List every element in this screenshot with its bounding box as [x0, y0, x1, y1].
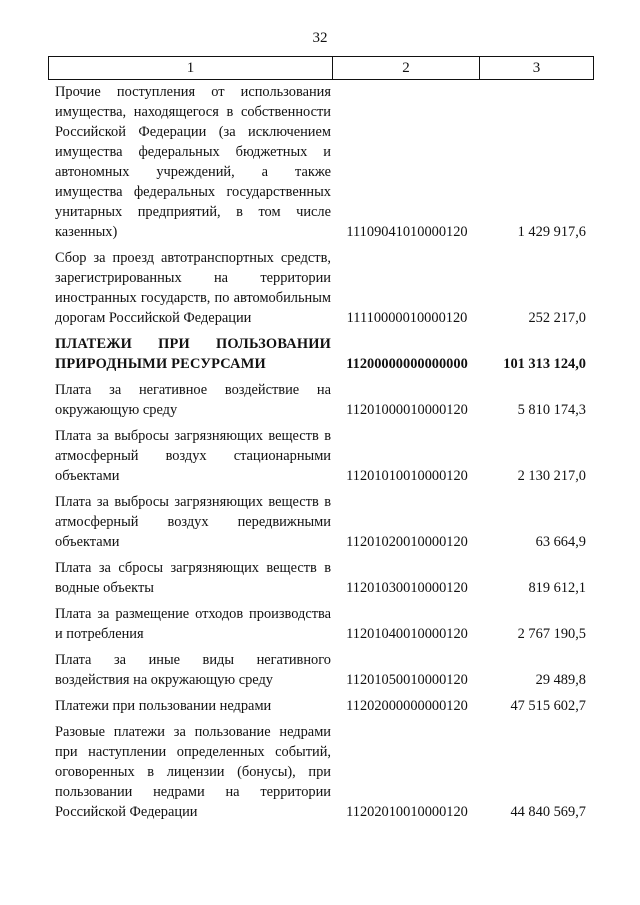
table-row	[55, 650, 586, 690]
row-name: Плата за сбросы загрязняющих веществ в водные объекты	[55, 560, 331, 596]
row-name: Платежи при пользовании недрами	[55, 698, 272, 714]
table-row	[55, 604, 586, 644]
row-name: Плата за негативное воздействие на окружающую среду	[55, 382, 331, 418]
row-name: Плата за выбросы загрязняющих веществ в атмосферный воздух стационарными объектами	[55, 428, 331, 484]
row-amount: 2 767 190,5	[517, 626, 586, 642]
header-col-1: 1	[49, 57, 333, 79]
row-code: 11201040010000120	[346, 626, 468, 642]
row-amount: 44 840 569,7	[510, 804, 586, 820]
row-code: 11202000000000120	[346, 698, 468, 714]
row-name: Прочие поступления от использования имущества, находящегося в собственности Российской Федерации (за исключением имущества федеральных бюджетных и автономных учреждений, а также имущества федеральных государственных унитарных предприятий, в том числе казенных)	[55, 84, 331, 240]
row-code: 11201050010000120	[346, 672, 468, 688]
row-code: 11201000010000120	[346, 402, 468, 418]
table-body	[55, 82, 586, 828]
row-name: Разовые платежи за пользование недрами при наступлении определенных событий, оговоренных в лицензии (бонусы), при пользовании недрами на территории Российской Федерации	[55, 724, 331, 820]
table-row	[55, 696, 586, 716]
page-number: 32	[312, 30, 328, 46]
row-amount: 63 664,9	[535, 534, 586, 550]
table-row	[55, 82, 586, 242]
table-row-section-total	[55, 334, 586, 374]
row-name: ПЛАТЕЖИ ПРИ ПОЛЬЗОВАНИИ ПРИРОДНЫМИ РЕСУРСАМИ	[55, 336, 331, 372]
row-name: Плата за выбросы загрязняющих веществ в атмосферный воздух передвижными объектами	[55, 494, 331, 550]
row-amount: 47 515 602,7	[510, 698, 586, 714]
header-col-3: 3	[532, 59, 541, 76]
row-amount: 819 612,1	[528, 580, 586, 596]
row-name: Плата за размещение отходов производства и потребления	[55, 606, 331, 642]
row-amount: 101 313 124,0	[503, 356, 586, 372]
row-name: Сбор за проезд автотранспортных средств, зарегистрированных на территории иностранных государств, по автомобильным дорогам Российской Федерации	[55, 250, 331, 326]
header-col-2: 2	[333, 57, 480, 79]
row-code: 11202010010000120	[346, 804, 468, 820]
row-name: Плата за иные виды негативного воздействия на окружающую среду	[55, 652, 331, 688]
table-header	[48, 56, 594, 80]
table-row	[55, 558, 586, 598]
row-amount: 5 810 174,3	[517, 402, 586, 418]
row-code: 11110000010000120	[346, 310, 468, 326]
row-amount: 2 130 217,0	[517, 468, 586, 484]
row-code: 11201030010000120	[346, 580, 468, 596]
table-row	[55, 492, 586, 552]
table-row	[55, 248, 586, 328]
row-code: 11201020010000120	[346, 534, 468, 550]
row-code: 11109041010000120	[346, 224, 468, 240]
row-amount: 252 217,0	[528, 310, 586, 326]
row-code: 11200000000000000	[346, 356, 468, 372]
row-code: 11201010010000120	[346, 468, 468, 484]
table-row	[55, 722, 586, 822]
table-row	[55, 380, 586, 420]
row-amount: 29 489,8	[535, 672, 586, 688]
row-amount: 1 429 917,6	[517, 224, 586, 240]
table-row	[55, 426, 586, 486]
